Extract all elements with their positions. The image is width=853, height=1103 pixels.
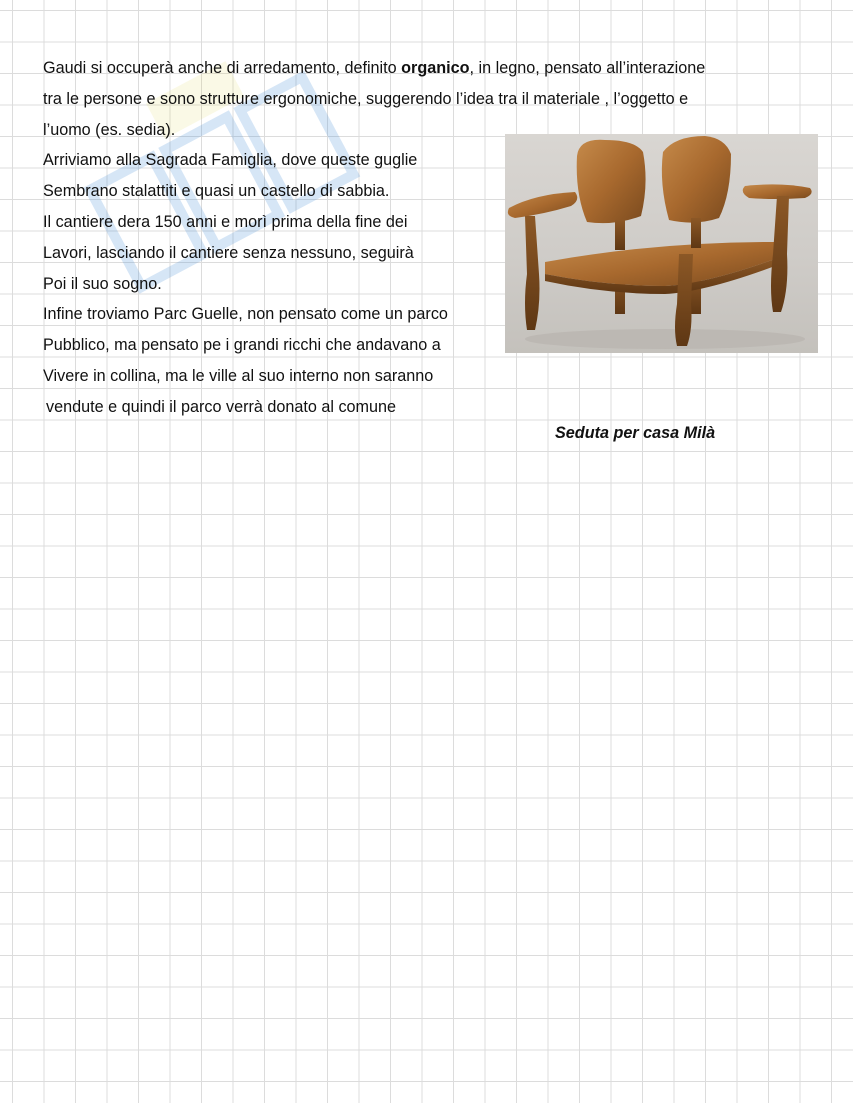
text-line-6: Il cantiere dera 150 anni e morì prima della fine dei bbox=[43, 212, 408, 231]
text-line-11: Vivere in collina, ma le ville al suo interno non saranno bbox=[43, 366, 434, 385]
text-line-2: tra le persone e sono strutture ergonomiche, suggerendo l’idea tra il materiale , l’oggetto e bbox=[43, 89, 689, 108]
text-line-3: l’uomo (es. sedia). bbox=[43, 120, 176, 139]
gaudi-chair-illustration bbox=[505, 134, 818, 353]
bold-term: organico bbox=[401, 59, 470, 77]
text-line-12: vendute e quindi il parco verrà donato al comune bbox=[46, 397, 397, 416]
text-line-7: Lavori, lasciando il cantiere senza nessuno, seguirà bbox=[43, 243, 414, 262]
text-line-10: Pubblico, ma pensato pe i grandi ricchi che andavano a bbox=[43, 336, 441, 355]
text-line-9: Infine troviamo Parc Guelle, non pensato come un parco bbox=[43, 305, 448, 324]
text-line-4: Arriviamo alla Sagrada Famiglia, dove queste guglie bbox=[43, 151, 418, 170]
chair-photo bbox=[505, 134, 818, 353]
text-line-1: Gaudi si occuperà anche di arredamento, definito organico, in legno, pensato all’interazione bbox=[43, 59, 706, 77]
text-line-5: Sembrano stalattiti e quasi un castello di sabbia. bbox=[43, 182, 390, 201]
text-line-8: Poi il suo sogno. bbox=[43, 274, 162, 293]
figure-caption: Seduta per casa Milà bbox=[555, 424, 716, 442]
